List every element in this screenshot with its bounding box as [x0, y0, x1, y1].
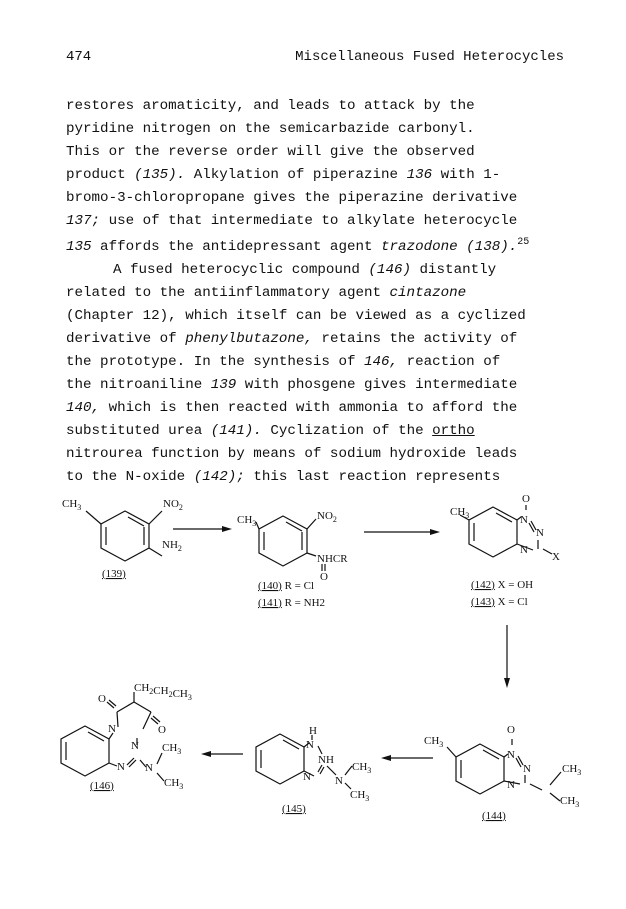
text-segment: 136 — [406, 166, 433, 183]
arrow-left-2 — [201, 751, 243, 757]
text-segment: substituted urea — [66, 422, 211, 439]
text-segment: (Chapter 12), which itself can be viewed as a cyclized — [66, 308, 526, 325]
c139-ch3: $CH_3$ — [62, 498, 82, 512]
text-segment: with phosgene gives intermediate — [236, 376, 518, 393]
text-segment: 139 — [210, 376, 237, 393]
c139-no2: $NO_2$ — [163, 498, 183, 512]
text-segment: 135 — [66, 239, 92, 256]
text-line — [66, 118, 566, 141]
text-segment: product — [66, 166, 135, 183]
c146-n3: N — [117, 761, 125, 773]
text-line — [66, 141, 566, 164]
c144-n3: N — [507, 779, 515, 791]
c145-n3: N — [335, 775, 343, 787]
text-segment: 140, — [66, 399, 101, 416]
arrow-left-1 — [381, 755, 433, 761]
c146-propyl: $CH_2CH_2CH_3$ — [134, 682, 192, 702]
c144-ch3-a: $CH_3$ — [562, 763, 582, 777]
c146-n2: N — [131, 740, 139, 752]
text-segment: pyridine nitrogen on the semicarbazide carbonyl. — [66, 120, 475, 137]
c144-ch3-b: $CH_3$ — [560, 795, 580, 809]
c142-x: X — [552, 551, 560, 563]
arrow-down — [504, 625, 510, 688]
c145-n2: N — [303, 771, 311, 783]
paragraph-2 — [66, 259, 566, 488]
text-segment: (146) — [368, 262, 411, 279]
c144-n1: N — [507, 749, 515, 761]
label-146: (146) — [90, 780, 114, 792]
c146-n4: N — [145, 762, 153, 774]
label-142: (142) X = OH — [471, 579, 534, 591]
label-141: (141) R = NH2 — [258, 597, 326, 609]
text-segment: 137; — [66, 212, 101, 229]
c145-ch3-a: $CH_3$ — [352, 761, 372, 775]
c145-n1: N — [306, 739, 314, 751]
text-segment: phenylbutazone, — [185, 331, 313, 348]
text-line — [66, 328, 566, 351]
c146-o1: O — [98, 693, 106, 705]
text-segment: related to the antiinflammatory agent — [66, 285, 390, 302]
label-143: (143) X = Cl — [471, 596, 528, 608]
c142-n2: N — [536, 527, 544, 539]
compound-140-141 — [256, 516, 325, 571]
c146-o2: O — [158, 724, 166, 736]
text-line — [66, 187, 566, 210]
text-segment: the nitroaniline — [66, 376, 211, 393]
c145-nh: NH — [318, 754, 334, 766]
text-segment: reaction of — [398, 353, 501, 370]
c142-n1: N — [520, 514, 528, 526]
label-145: (145) — [282, 803, 306, 815]
text-line — [66, 95, 566, 118]
text-segment: bromo-3-chloropropane gives the piperazine derivative — [66, 189, 518, 206]
text-segment: the prototype. In the synthesis of — [66, 353, 364, 370]
c142-n3: N — [520, 544, 528, 556]
text-segment: (141). — [210, 422, 262, 439]
text-segment: Cyclization of the — [261, 422, 433, 439]
text-segment: 146, — [364, 353, 399, 370]
label-144: (144) — [482, 810, 506, 822]
c146-ch3-b: $CH_3$ — [164, 777, 184, 791]
text-line — [66, 351, 566, 374]
c139-nh2: $NH_2$ — [162, 539, 182, 553]
text-line — [66, 210, 566, 233]
c140-nhcr: NHCR — [317, 553, 348, 565]
text-segment: (135). — [134, 166, 186, 183]
running-title: Miscellaneous Fused Heterocycles — [295, 49, 564, 65]
text-line — [66, 397, 566, 420]
text-segment: use of that intermediate to alkylate heterocycle — [100, 212, 518, 229]
c140-no2: $NO_2$ — [317, 510, 337, 524]
text-segment: to the N-oxide — [66, 468, 194, 485]
text-segment: derivative of — [66, 331, 186, 348]
text-segment: ortho — [432, 422, 475, 439]
compound-139 — [86, 511, 162, 561]
c144-n2: N — [523, 763, 531, 775]
text-segment: affords the antidepressant agent — [91, 239, 382, 256]
page-number: 474 — [66, 49, 92, 65]
text-segment: This or the reverse order will give the observed — [66, 143, 475, 160]
paragraph-1 — [66, 95, 566, 259]
text-line — [66, 305, 566, 328]
c144-o: O — [507, 724, 515, 736]
label-140: (140) R = Cl — [258, 580, 315, 592]
c146-n1: N — [108, 723, 116, 735]
text-line — [66, 420, 566, 443]
compound-144 — [447, 739, 561, 801]
c145-h: H — [309, 725, 317, 737]
reaction-scheme — [0, 480, 626, 909]
arrow-2 — [364, 529, 440, 535]
label-139: (139) — [102, 568, 126, 580]
arrow-1 — [173, 526, 232, 532]
c145-ch3-b: $CH_3$ — [350, 789, 370, 803]
text-segment: cintazone — [389, 285, 467, 302]
text-segment: retains the activity of — [312, 331, 518, 348]
c142-ch3: $CH_3$ — [450, 506, 470, 520]
c144-ch3: $CH_3$ — [424, 735, 444, 749]
text-segment: distantly — [411, 262, 497, 279]
text-segment: 25 — [517, 237, 530, 249]
text-line — [66, 282, 566, 305]
text-line — [66, 232, 566, 259]
text-segment: restores aromaticity, and leads to attack by the — [66, 98, 475, 114]
c140-o: O — [320, 571, 328, 583]
text-segment: A fused heterocyclic compound — [113, 262, 369, 279]
text-segment: (142); — [193, 468, 245, 485]
text-segment: Alkylation of piperazine — [185, 166, 407, 183]
text-segment: trazodone (138). — [381, 239, 518, 256]
text-segment: this last reaction represents — [244, 468, 501, 485]
text-line — [66, 164, 566, 187]
c146-ch3-a: $CH_3$ — [162, 742, 182, 756]
text-segment: nitrourea function by means of sodium hydroxide leads — [66, 445, 518, 462]
text-line — [66, 259, 566, 282]
c142-o: O — [522, 493, 530, 505]
body-text — [66, 95, 566, 488]
text-segment: which is then reacted with ammonia to afford the — [100, 399, 518, 416]
text-segment: with 1- — [432, 166, 501, 183]
text-line — [66, 443, 566, 466]
text-line — [66, 374, 566, 397]
c140-ch3: $CH_3$ — [237, 514, 257, 528]
